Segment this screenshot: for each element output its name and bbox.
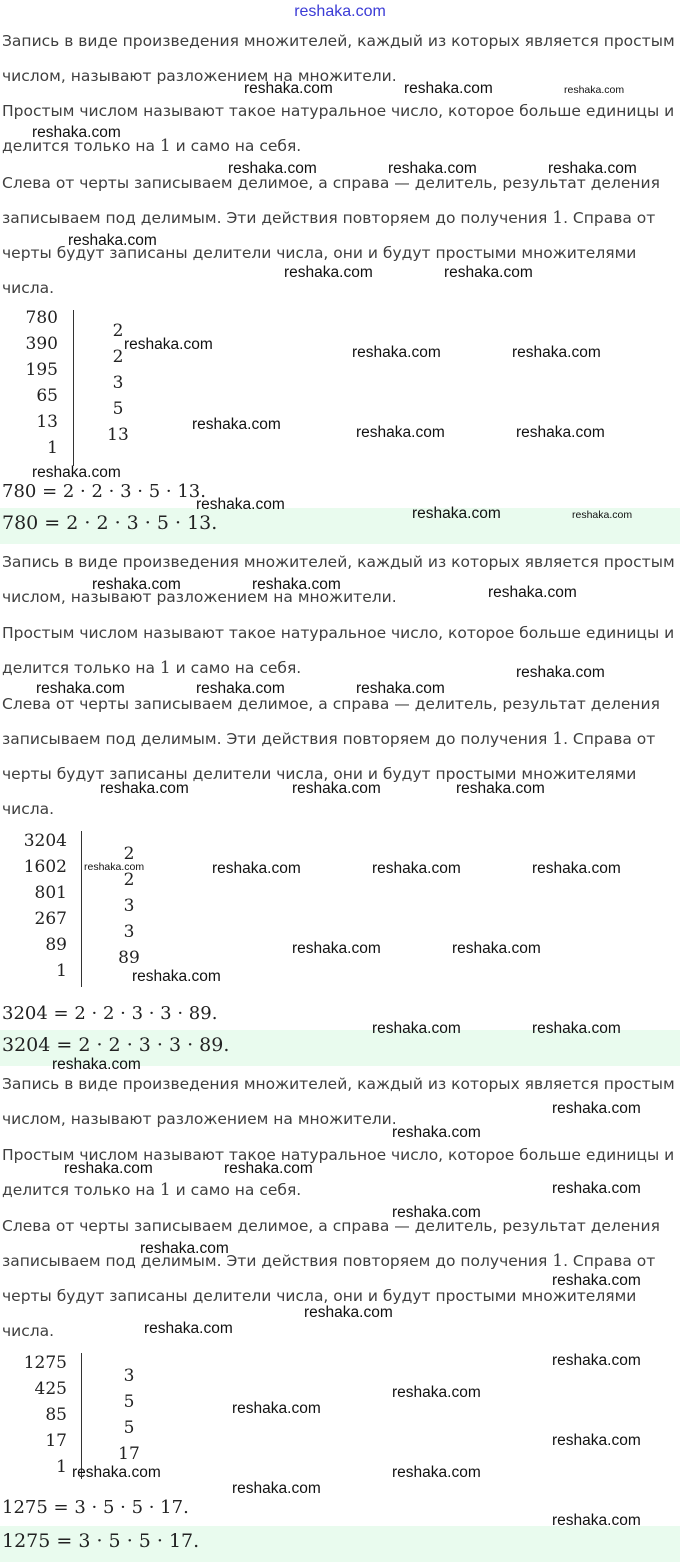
divisor: 3: [123, 896, 135, 916]
math-one: 1: [159, 1180, 171, 1200]
dividend: 267: [34, 909, 67, 929]
dividend: 801: [34, 883, 67, 903]
watermark: reshaka.com: [572, 509, 633, 521]
watermark: reshaka.com: [552, 1272, 641, 1289]
watermark: reshaka.com: [32, 464, 121, 481]
watermark: reshaka.com: [564, 84, 625, 96]
answer-highlight: [0, 1526, 680, 1562]
method-text-b: . Справа от черты будут записаны делители числа, они и будут простыми множителями числа.: [2, 730, 656, 818]
divisor: 5: [112, 399, 124, 419]
watermark: reshaka.com: [444, 264, 533, 281]
dividend: 3204: [23, 831, 67, 851]
watermark: reshaka.com: [388, 160, 477, 177]
watermark: reshaka.com: [232, 1400, 321, 1417]
dividend: 1: [56, 1457, 67, 1477]
watermark: reshaka.com: [516, 664, 605, 681]
ladder-divider-line: [73, 310, 74, 466]
divisor: 3: [123, 1366, 135, 1386]
dividend: 89: [45, 935, 67, 955]
watermark: reshaka.com: [488, 584, 577, 601]
method-text-a: Слева от черты записываем делимое, а справа — делитель, результат деления записываем под делимым. Эти действия повторяем до получения: [2, 695, 660, 748]
watermark: reshaka.com: [72, 1464, 161, 1481]
prime-text-a: Простым числом называют такое натуральное число, которое больше единицы и делится только на: [2, 1146, 675, 1199]
math-one: 1: [159, 136, 171, 156]
watermark: reshaka.com: [532, 860, 621, 877]
math-one: 1: [159, 658, 171, 678]
watermark: reshaka.com: [512, 344, 601, 361]
watermark: reshaka.com: [552, 1180, 641, 1197]
method-paragraph: [2, 687, 678, 818]
watermark: reshaka.com: [356, 424, 445, 441]
watermark: reshaka.com: [552, 1432, 641, 1449]
dividend: 425: [34, 1379, 67, 1399]
watermark: reshaka.com: [372, 1020, 461, 1037]
watermark: reshaka.com: [32, 124, 121, 141]
divisor: 2: [123, 844, 135, 864]
dividend: 780: [25, 308, 58, 328]
divisor: 2: [112, 347, 124, 367]
watermark: reshaka.com: [392, 1204, 481, 1221]
divisor: 5: [123, 1418, 135, 1438]
answer-text: 1275 = 3 · 5 · 5 · 17.: [2, 1530, 200, 1552]
factorization-result: 3204 = 2 · 2 · 3 · 3 · 89.: [2, 1003, 218, 1024]
watermark: reshaka.com: [196, 680, 285, 697]
watermark: reshaka.com: [552, 1100, 641, 1117]
watermark: reshaka.com: [412, 505, 501, 522]
divisor: 3: [112, 373, 124, 393]
watermark: reshaka.com: [68, 232, 157, 249]
watermark: reshaka.com: [144, 1320, 233, 1337]
watermark: reshaka.com: [92, 576, 181, 593]
watermark: reshaka.com: [456, 780, 545, 797]
watermark: reshaka.com: [64, 1160, 153, 1177]
dividend: 65: [36, 386, 58, 406]
definition-paragraph: Запись в виде произведения множителей, каждый из которых является простым числом, называют разложением на множители.: [2, 32, 675, 85]
prime-text-b: и само на себя.: [170, 137, 302, 155]
site-header-link[interactable]: reshaka.com: [294, 3, 386, 20]
math-one: 1: [552, 729, 564, 749]
dividend: 195: [25, 360, 58, 380]
method-text-a: Слева от черты записываем делимое, а справа — делитель, результат деления записываем под делимым. Эти действия повторяем до получения: [2, 174, 660, 227]
watermark: reshaka.com: [224, 1160, 313, 1177]
definition-paragraph: Запись в виде произведения множителей, каждый из которых является простым числом, называют разложением на множители.: [2, 1075, 675, 1128]
watermark: reshaka.com: [244, 80, 333, 97]
divisor: 89: [118, 948, 140, 968]
watermark: reshaka.com: [212, 860, 301, 877]
dividend: 1: [56, 961, 67, 981]
method-text-b: . Справа от черты будут записаны делители числа, они и будут простыми множителями числа.: [2, 1252, 656, 1340]
answer-text: 3204 = 2 · 2 · 3 · 3 · 89.: [2, 1034, 230, 1056]
divisor: 13: [107, 425, 129, 445]
watermark: reshaka.com: [232, 1480, 321, 1497]
watermark: reshaka.com: [84, 861, 145, 873]
watermark: reshaka.com: [552, 1352, 641, 1369]
watermark: reshaka.com: [196, 496, 285, 513]
watermark: reshaka.com: [192, 416, 281, 433]
watermark: reshaka.com: [548, 160, 637, 177]
watermark: reshaka.com: [52, 1056, 141, 1073]
method-text-a: Слева от черты записываем делимое, а справа — делитель, результат деления записываем под делимым. Эти действия повторяем до получения: [2, 1217, 660, 1270]
watermark: reshaka.com: [532, 1020, 621, 1037]
dividend: 85: [45, 1405, 67, 1425]
divisor: 3: [123, 922, 135, 942]
watermark: reshaka.com: [552, 1512, 641, 1529]
answer-text: 780 = 2 · 2 · 3 · 5 · 13.: [2, 512, 218, 534]
divisor: 2: [123, 870, 135, 890]
watermark: reshaka.com: [304, 1304, 393, 1321]
dividend: 17: [45, 1431, 67, 1451]
watermark: reshaka.com: [132, 968, 221, 985]
watermark: reshaka.com: [392, 1384, 481, 1401]
watermark: reshaka.com: [252, 576, 341, 593]
math-one: 1: [552, 1251, 564, 1271]
dividend: 13: [36, 412, 58, 432]
divisor: 5: [123, 1392, 135, 1412]
factorization-result: 1275 = 3 · 5 · 5 · 17.: [2, 1497, 189, 1518]
watermark: reshaka.com: [284, 264, 373, 281]
watermark: reshaka.com: [228, 160, 317, 177]
prime-text-b: и само на себя.: [170, 659, 302, 677]
watermark: reshaka.com: [392, 1124, 481, 1141]
math-one: 1: [552, 208, 564, 228]
watermark: reshaka.com: [352, 344, 441, 361]
method-text-b: . Справа от черты будут записаны делители числа, они и будут простыми множителями числа.: [2, 209, 656, 297]
ladder-divider-line: [81, 831, 82, 987]
prime-text-a: Простым числом называют такое натуральное число, которое больше единицы и делится только на: [2, 102, 675, 155]
watermark: reshaka.com: [36, 680, 125, 697]
watermark: reshaka.com: [372, 860, 461, 877]
prime-text-b: и само на себя.: [170, 1181, 302, 1199]
watermark: reshaka.com: [292, 780, 381, 797]
divisor: 17: [118, 1444, 140, 1464]
dividend: 390: [25, 334, 58, 354]
watermark: reshaka.com: [124, 336, 213, 353]
watermark: reshaka.com: [356, 680, 445, 697]
factorization-result: 780 = 2 · 2 · 3 · 5 · 13.: [2, 481, 206, 502]
dividend: 1275: [23, 1353, 67, 1373]
dividend: 1602: [23, 857, 67, 877]
divisor: 2: [112, 321, 124, 341]
factorization-ladder: [0, 829, 200, 989]
watermark: reshaka.com: [516, 424, 605, 441]
watermark: reshaka.com: [392, 1464, 481, 1481]
watermark: reshaka.com: [100, 780, 189, 797]
watermark: reshaka.com: [452, 940, 541, 957]
watermark: reshaka.com: [404, 80, 493, 97]
prime-text-a: Простым числом называют такое натуральное число, которое больше единицы и делится только на: [2, 624, 675, 677]
factorization-ladder: [0, 308, 200, 468]
ladder-divider-line: [81, 1353, 82, 1479]
watermark: reshaka.com: [292, 940, 381, 957]
definition-paragraph: Запись в виде произведения множителей, каждый из которых является простым числом, называют разложением на множители.: [2, 553, 675, 606]
dividend: 1: [47, 438, 58, 458]
watermark: reshaka.com: [140, 1240, 229, 1257]
